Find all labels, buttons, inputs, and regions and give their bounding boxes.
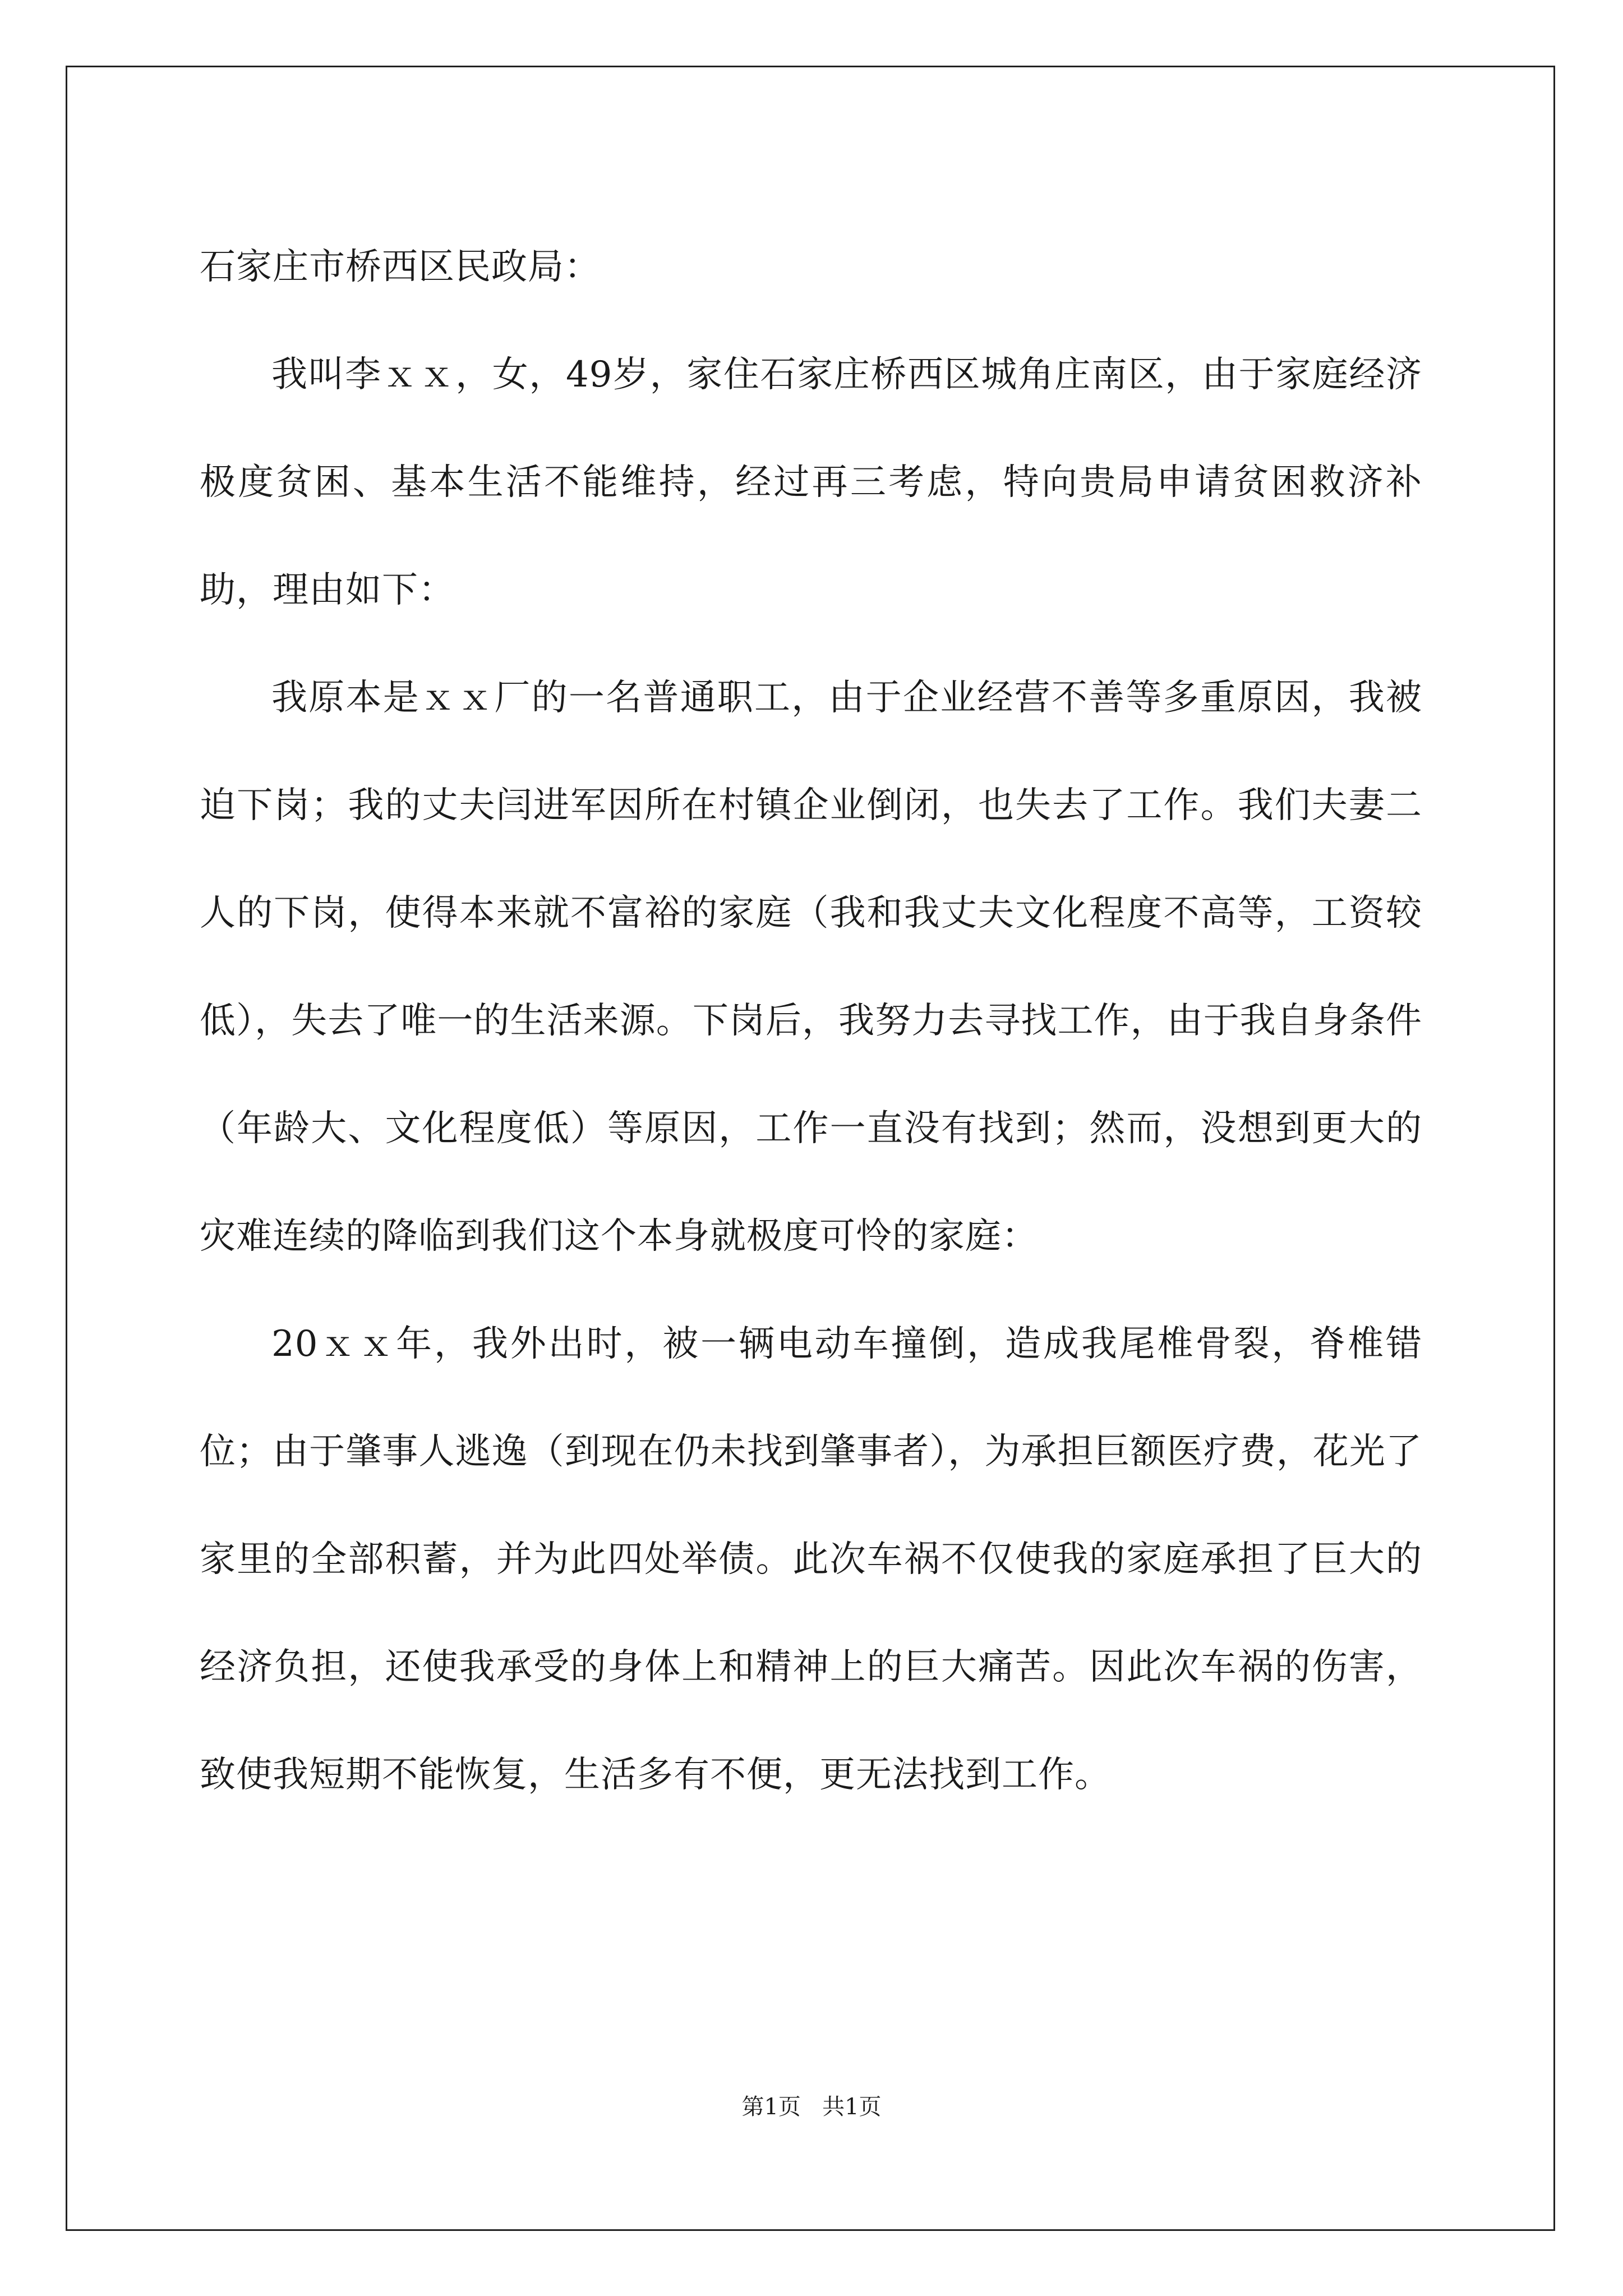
page-total: 共1页 (822, 2094, 882, 2120)
footer-separator (801, 2094, 822, 2120)
salutation: 石家庄市桥西区民政局： (200, 246, 601, 288)
document-body (200, 213, 1422, 1829)
page-number: 第1页 (741, 2094, 801, 2120)
page-footer (0, 2090, 1623, 2124)
paragraph-intro: 我叫李ｘｘ，女，49岁，家住石家庄桥西区城角庄南区，由于家庭经济极度贫困、基本生活不能维持，经过再三考虑，特向贵局申请贫困救济补助，理由如下： (200, 354, 1422, 611)
paragraph-accident: 20ｘｘ年，我外出时，被一辆电动车撞倒，造成我尾椎骨裂，脊椎错位；由于肇事人逃逸（到现在仍未找到肇事者），为承担巨额医疗费，花光了家里的全部积蓄，并为此四处举债。此次车祸不仅使我的家庭承担了巨大的经济负担，还使我承受的身体上和精神上的巨大痛苦。因此次车祸的伤害，致使我短期不能恢复，生活多有不便，更无法找到工作。 (200, 1323, 1422, 1796)
paragraph-background: 我原本是ｘｘ厂的一名普通职工，由于企业经营不善等多重原因，我被迫下岗；我的丈夫闫进军因所在村镇企业倒闭，也失去了工作。我们夫妻二人的下岗，使得本来就不富裕的家庭（我和我丈夫文化程度不高等，工资较低），失去了唯一的生活来源。下岗后，我努力去寻找工作，由于我自身条件（年龄大、文化程度低）等原因，工作一直没有找到；然而，没想到更大的灾难连续的降临到我们这个本身就极度可怜的家庭： (200, 677, 1422, 1257)
